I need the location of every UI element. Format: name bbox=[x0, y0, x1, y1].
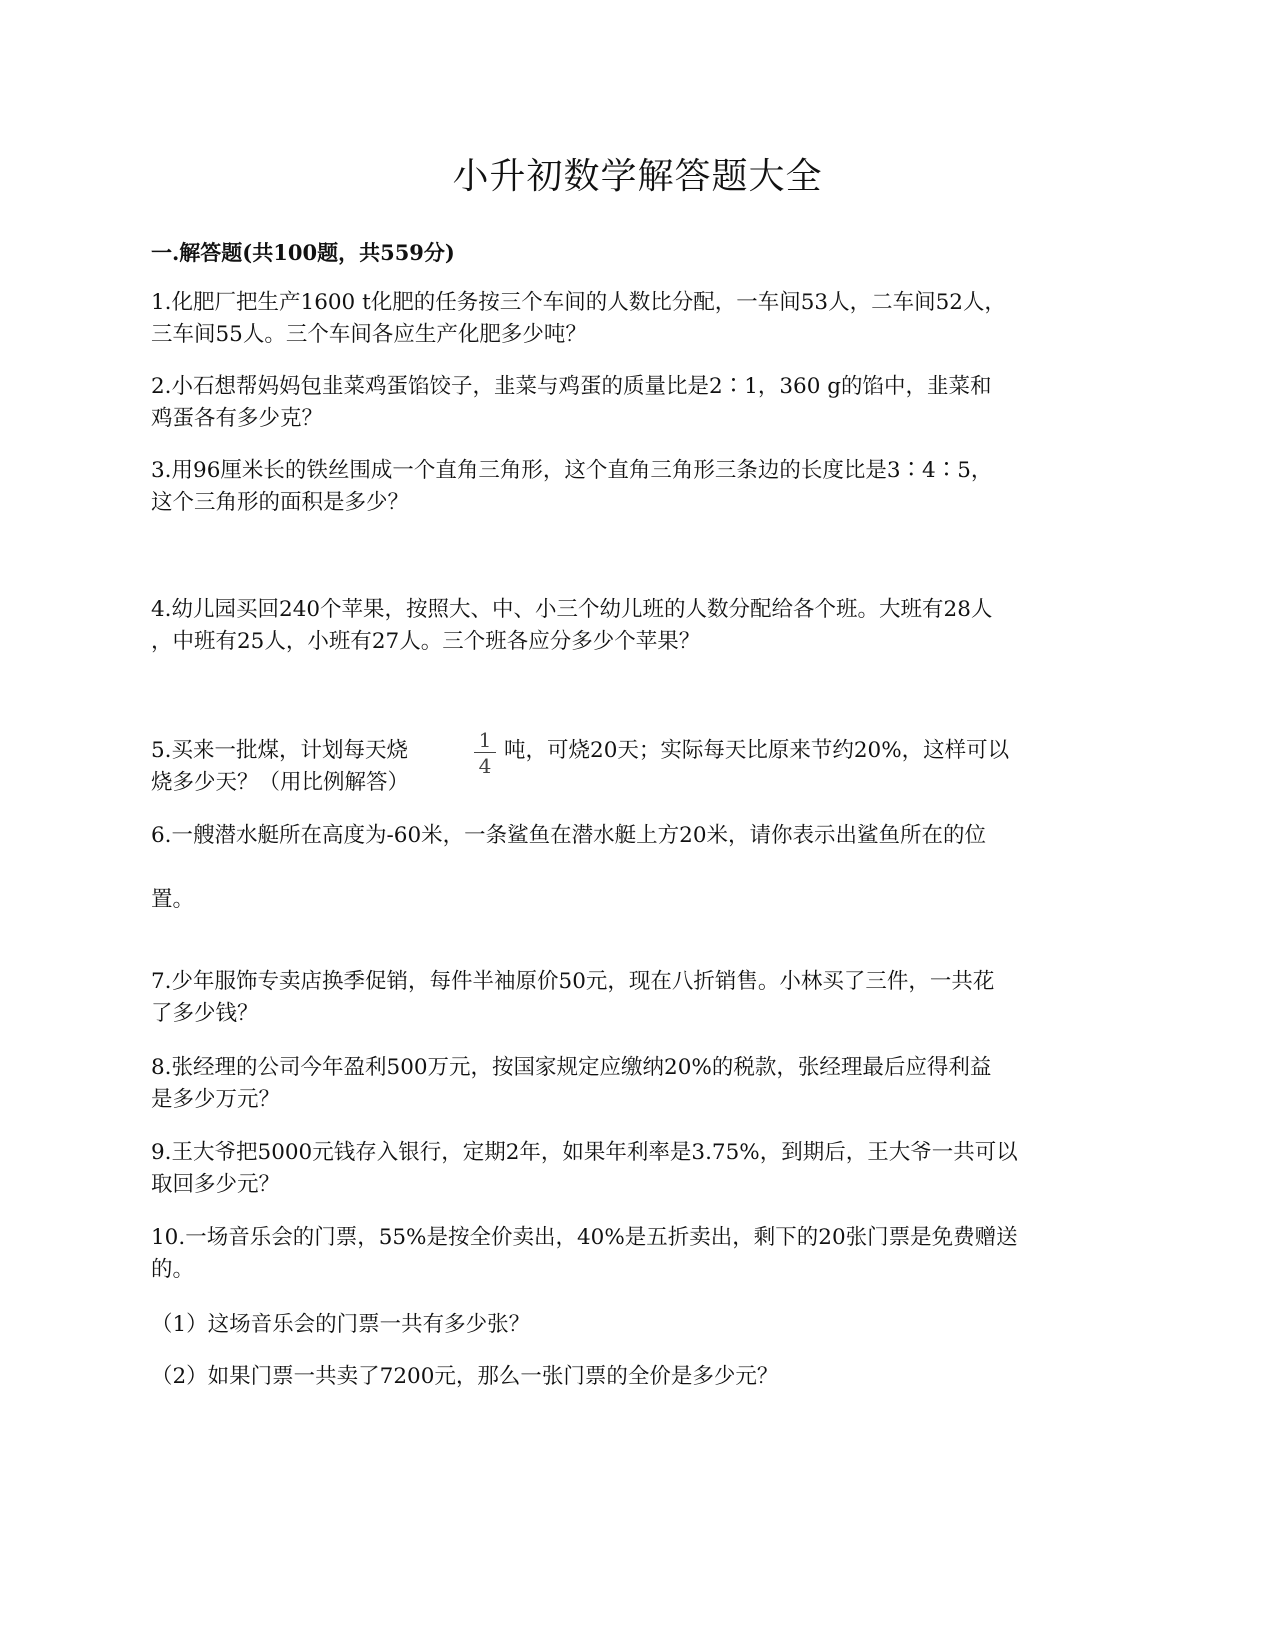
question-9 bbox=[151, 1137, 1126, 1201]
section-heading: 一.解答题(共100题，共559分) bbox=[151, 240, 455, 265]
question-9-line-2: 取回多少元？ bbox=[151, 1172, 281, 1197]
question-7-line-1: 7.少年服饰专卖店换季促销，每件半袖原价50元，现在八折销售。小林买了三件，一共花 bbox=[151, 969, 995, 994]
question-9-line-1: 9.王大爷把5000元钱存入银行，定期2年，如果年利率是3.75%，到期后，王大爷一共可以 bbox=[151, 1140, 1018, 1165]
question-1-line-2: 三车间55人。三个车间各应生产化肥多少吨？ bbox=[151, 322, 587, 347]
question-5-line-1-part-b: 吨，可烧20天；实际每天比原来节约20%，这样可以 bbox=[504, 738, 1010, 763]
question-3-line-2: 这个三角形的面积是多少？ bbox=[151, 490, 410, 515]
question-5-line-1-part-a: 5.买来一批煤，计划每天烧 bbox=[151, 738, 409, 763]
question-10-line-2: 的。 bbox=[151, 1257, 195, 1282]
question-10 bbox=[151, 1222, 1126, 1286]
question-10-sub-2 bbox=[151, 1361, 1126, 1393]
question-4-line-2: ，中班有25人，小班有27人。三个班各应分多少个苹果？ bbox=[151, 629, 701, 654]
question-5 bbox=[151, 735, 1126, 799]
question-10-sub-1-text: （1）这场音乐会的门票一共有多少张？ bbox=[151, 1312, 531, 1337]
question-2 bbox=[151, 371, 1126, 435]
question-1 bbox=[151, 287, 1126, 351]
question-10-sub-1 bbox=[151, 1309, 1126, 1341]
question-3 bbox=[151, 455, 1126, 519]
question-2-line-2: 鸡蛋各有多少克？ bbox=[151, 406, 324, 431]
question-6-line-1: 6.一艘潜水艇所在高度为-60米，一条鲨鱼在潜水艇上方20米，请你表示出鲨鱼所在的位 bbox=[151, 823, 986, 848]
question-10-sub-2-text: （2）如果门票一共卖了7200元，那么一张门票的全价是多少元？ bbox=[151, 1364, 779, 1389]
question-10-line-1: 10.一场音乐会的门票，55%是按全价卖出，40%是五折卖出，剩下的20张门票是免费赠送 bbox=[151, 1225, 1018, 1250]
question-2-line-1: 2.小石想帮妈妈包韭菜鸡蛋馅饺子，韭菜与鸡蛋的质量比是2∶1，360 g的馅中，韭菜和 bbox=[151, 374, 992, 399]
question-5-line-1 bbox=[151, 735, 1126, 767]
question-4-line-1: 4.幼儿园买回240个苹果，按照大、中、小三个幼儿班的人数分配给各个班。大班有28人 bbox=[151, 597, 993, 622]
question-8-line-1: 8.张经理的公司今年盈利500万元，按国家规定应缴纳20%的税款，张经理最后应得利益 bbox=[151, 1055, 992, 1080]
fraction-denominator: 4 bbox=[478, 754, 492, 778]
question-7-line-2: 了多少钱？ bbox=[151, 1001, 259, 1026]
fraction-numerator: 1 bbox=[478, 728, 492, 752]
question-3-line-1: 3.用96厘米长的铁丝围成一个直角三角形，这个直角三角形三条边的长度比是3∶4∶5， bbox=[151, 458, 993, 483]
question-6-line-2: 置。 bbox=[151, 887, 195, 912]
question-7 bbox=[151, 966, 1126, 1030]
question-6 bbox=[151, 820, 1126, 916]
page-title: 小升初数学解答题大全 bbox=[452, 156, 823, 197]
question-8 bbox=[151, 1052, 1126, 1116]
question-8-line-2: 是多少万元？ bbox=[151, 1087, 281, 1112]
question-4 bbox=[151, 594, 1126, 658]
question-1-line-1: 1.化肥厂把生产1600 t化肥的任务按三个车间的人数比分配，一车间53人，二车间52人， bbox=[151, 290, 1006, 315]
question-5-line-2: 烧多少天？（用比例解答） bbox=[151, 770, 410, 795]
